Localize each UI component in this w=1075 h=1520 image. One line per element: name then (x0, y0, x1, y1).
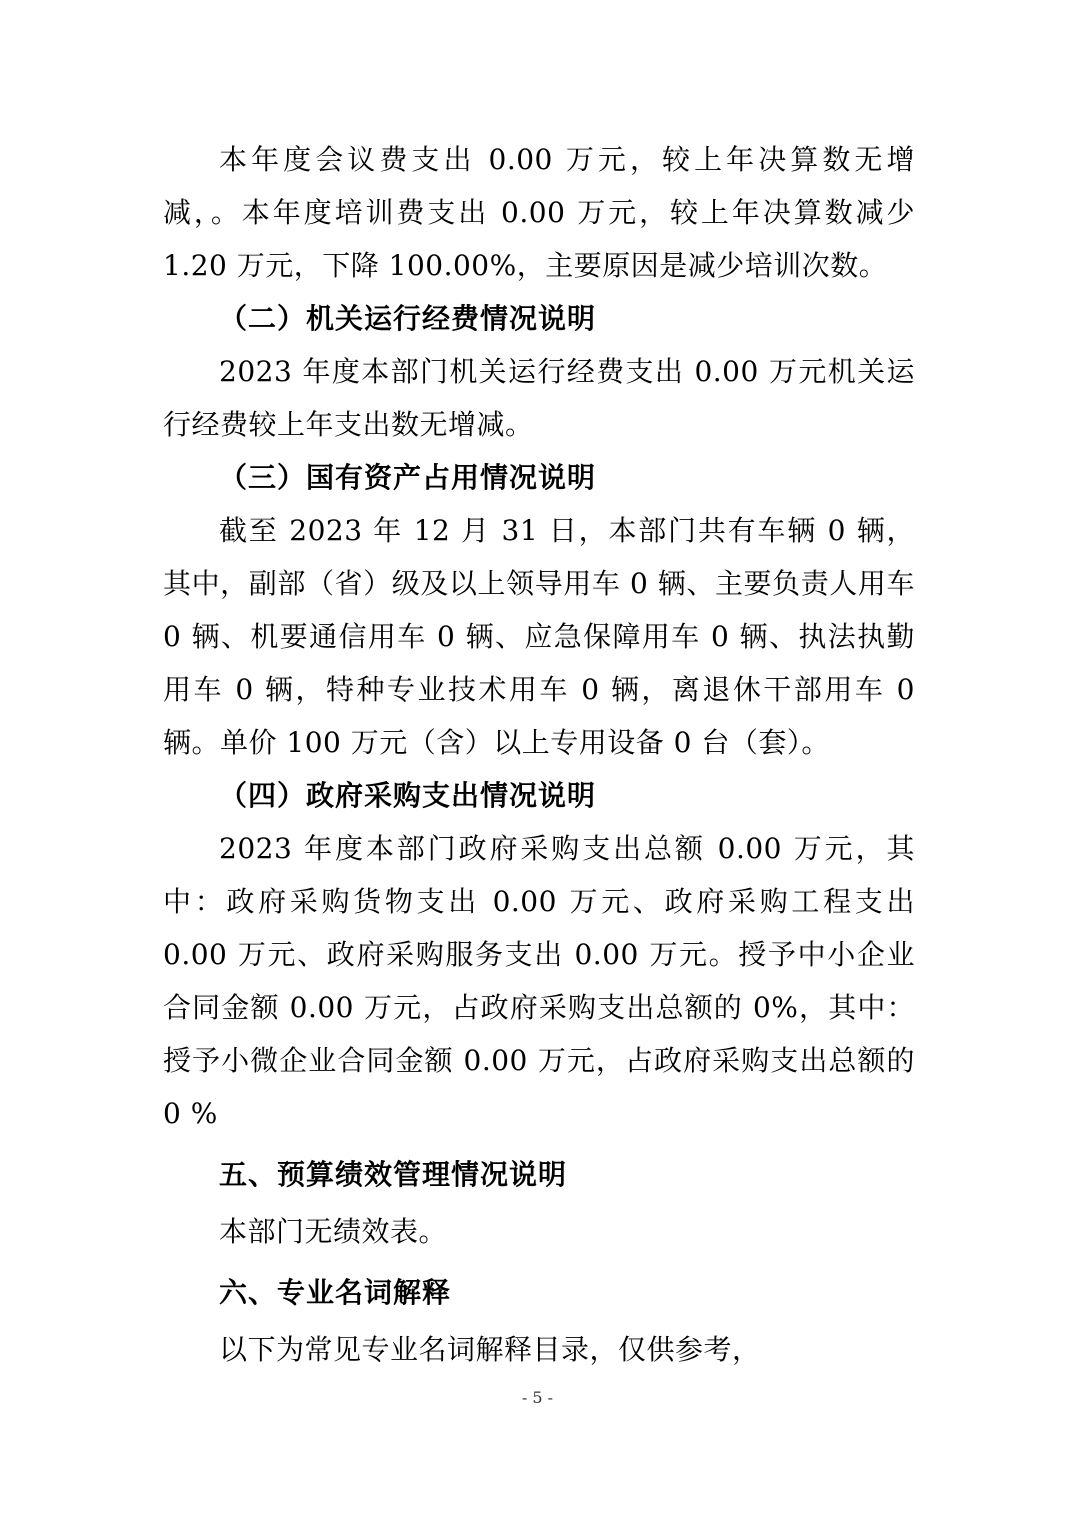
subheading-state-assets: （三）国有资产占用情况说明 (219, 461, 597, 494)
paragraph-state-assets: 截至 2023 年 12 月 31 日，本部门共有车辆 0 辆，其中，副部（省）级及以上领导用车 0 辆、主要负责人用车 0 辆、机要通信用车 0 辆、应急保障用车 0 辆、执法执勤用车 0 辆，特种专业技术用车 0 辆，离退休干部用车 0 辆。单价 100 万元（含）以上专用设备 0 台（套）。 (163, 514, 915, 759)
paragraph-operating-funds: 2023 年度本部门机关运行经费支出 0.00 万元机关运行经费较上年支出数无增减。 (163, 355, 915, 441)
document-body (163, 133, 915, 1376)
section-heading-terminology: 六、专业名词解释 (219, 1276, 452, 1309)
paragraph-meeting-training-fees: 本年度会议费支出 0.00 万元，较上年决算数无增减，。本年度培训费支出 0.00 万元，较上年决算数减少 1.20 万元，下降 100.00%，主要原因是减少培训次数。 (163, 143, 915, 282)
paragraph-government-procurement: 2023 年度本部门政府采购支出总额 0.00 万元，其中：政府采购货物支出 0.00 万元、政府采购工程支出 0.00 万元、政府采购服务支出 0.00 万元。授予中小企业合同金额 0.00 万元，占政府采购支出总额的 0%，其中：授予小微企业合同金额 0.00 万元，占政府采购支出总额的 0 % (163, 832, 915, 1130)
section-heading-performance-management: 五、预算绩效管理情况说明 (219, 1158, 568, 1191)
page-number: - 5 - (521, 1388, 554, 1407)
paragraph-performance-management: 本部门无绩效表。 (219, 1215, 448, 1248)
paragraph-terminology-intro: 以下为常见专业名词解释目录，仅供参考， (219, 1333, 761, 1366)
subheading-government-procurement: （四）政府采购支出情况说明 (219, 779, 597, 812)
subheading-operating-funds: （二）机关运行经费情况说明 (219, 302, 597, 335)
